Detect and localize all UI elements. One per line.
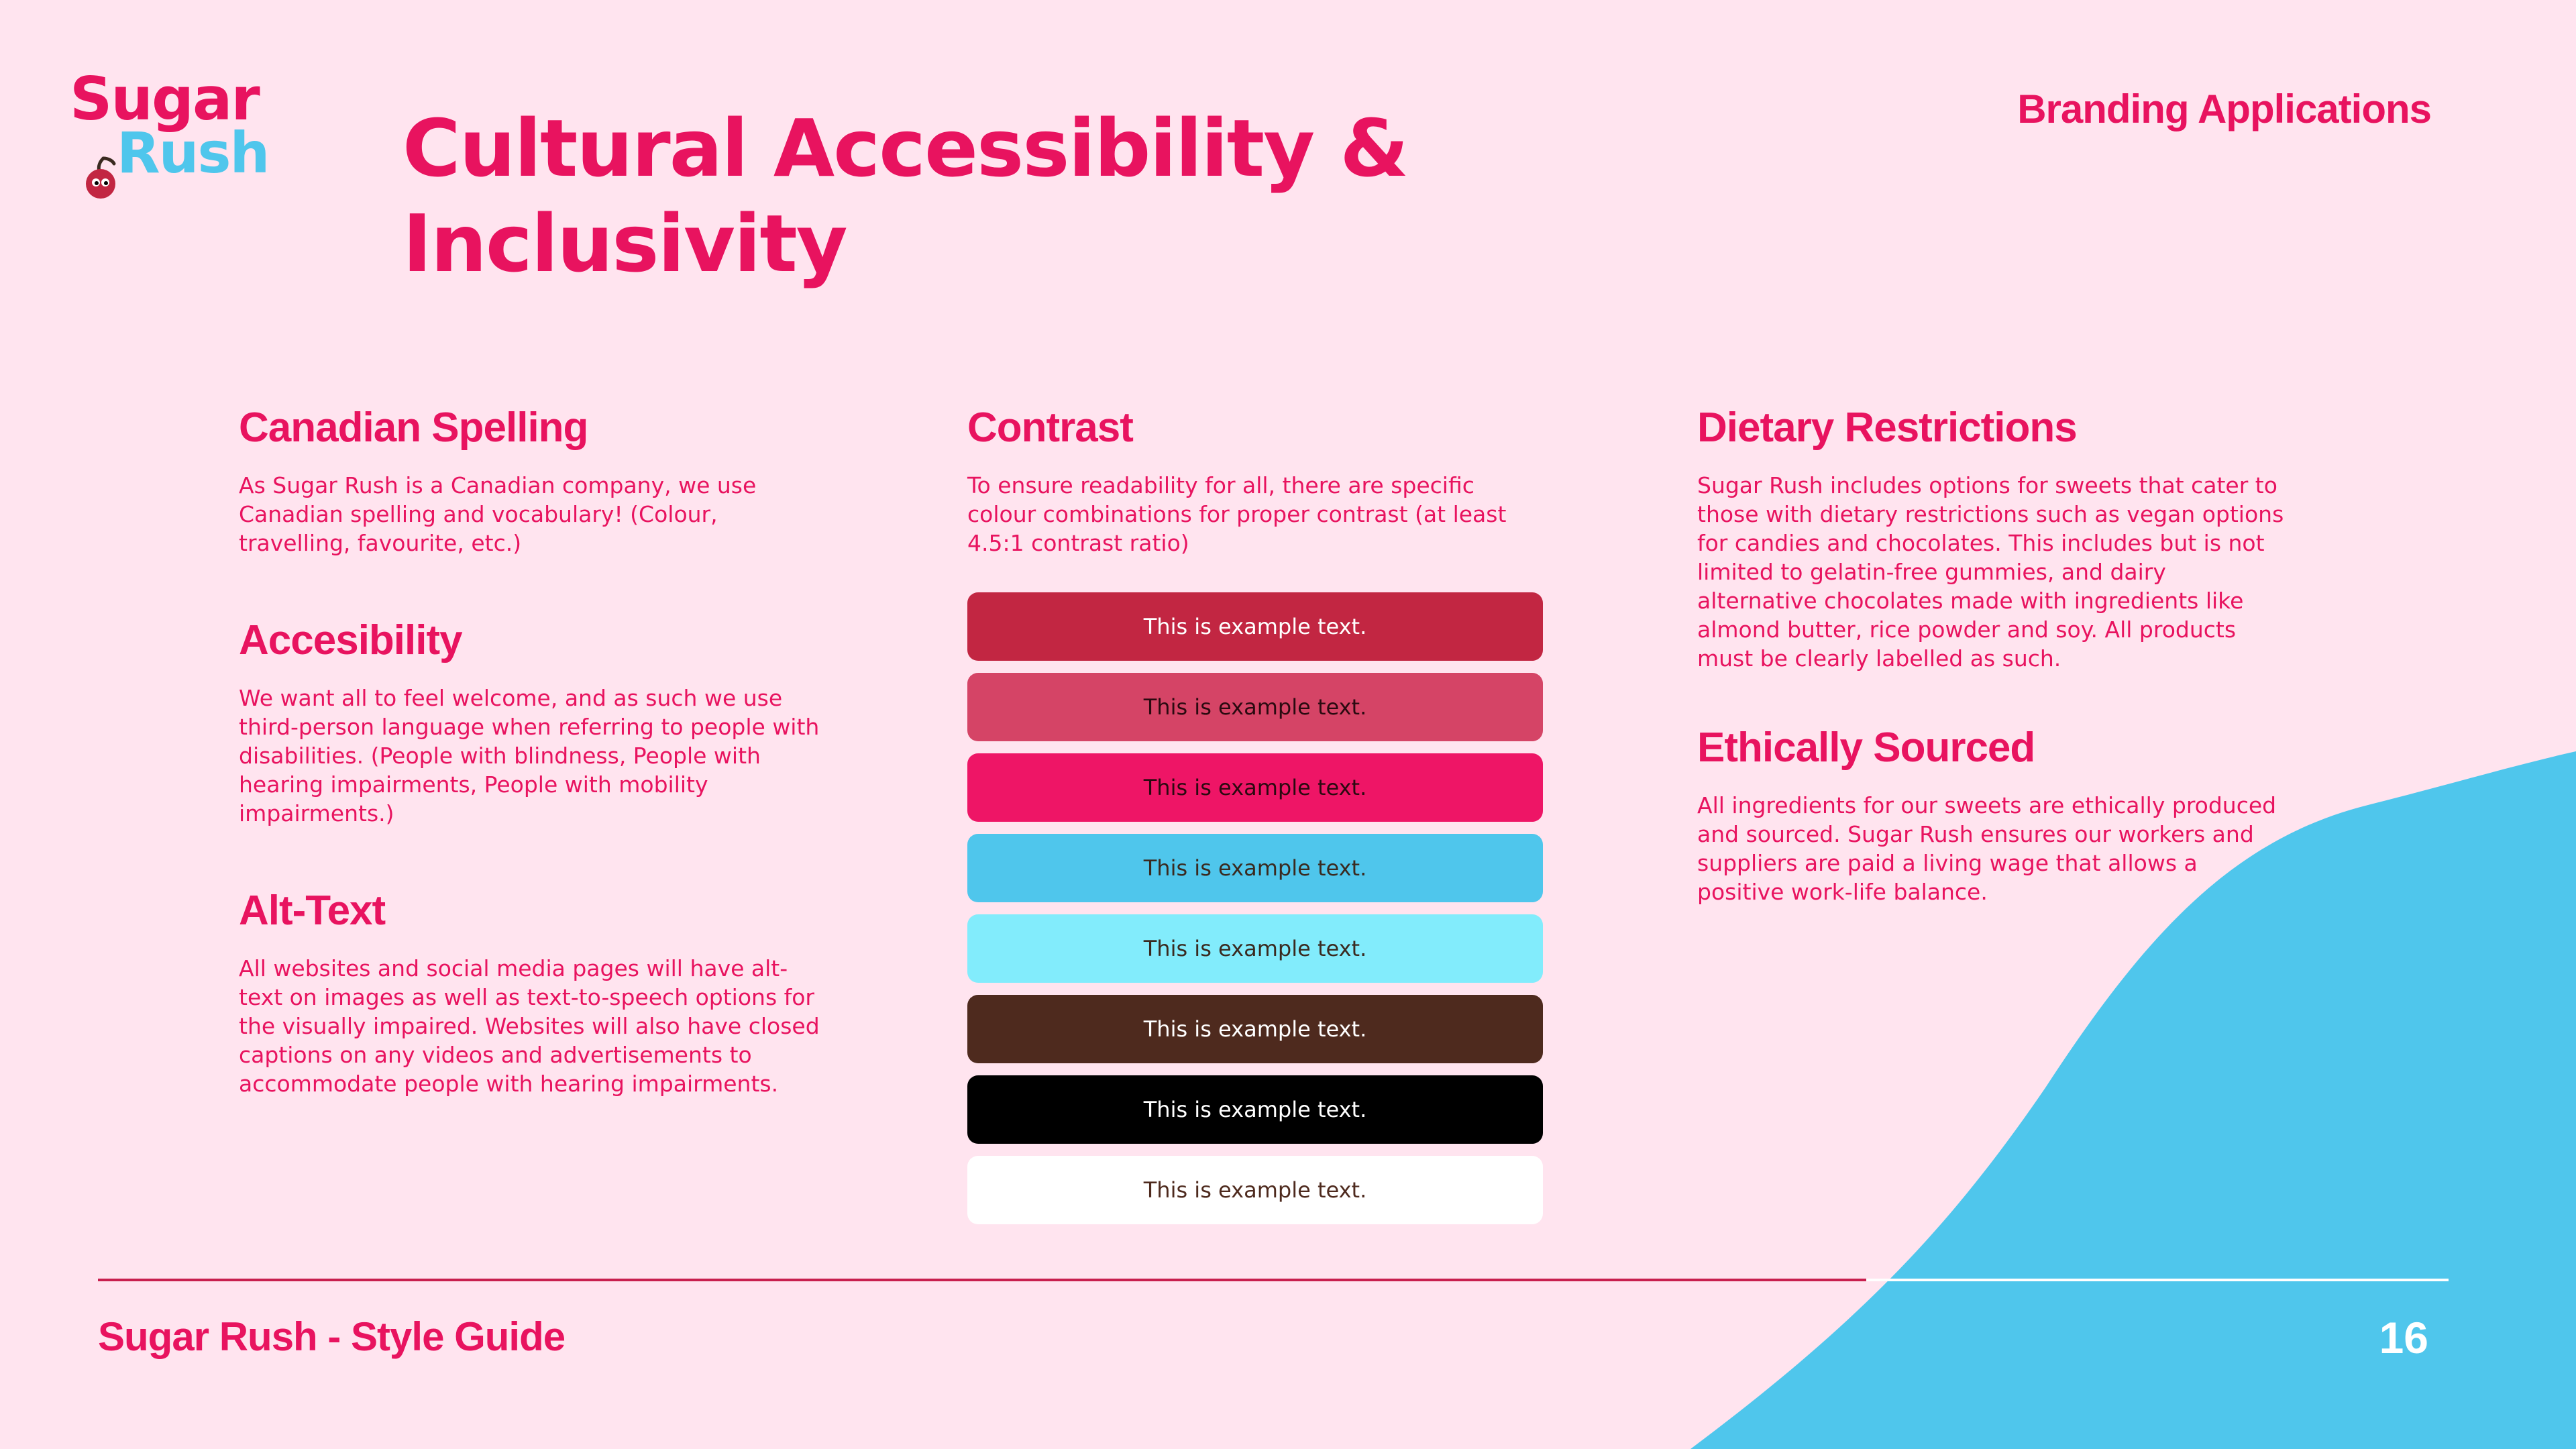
cherry-icon: [79, 154, 126, 201]
page-title: Cultural Accessibility & Inclusivity: [402, 102, 1408, 290]
contrast-swatch: This is example text.: [967, 834, 1543, 902]
section-heading: Canadian Spelling: [239, 405, 588, 451]
section-body: We want all to feel welcome, and as such we use third-person language when referring to people with disabilities. (People with blindness, People with hearing impairments, People with mobility impairments.): [239, 685, 820, 826]
section-label: Branding Applications: [2017, 87, 2431, 131]
contrast-swatch: This is example text.: [967, 914, 1543, 983]
left-column: [239, 400, 829, 1098]
section-body: To ensure readability for all, there are specific colour combinations for proper contrast (at least 4.5:1 contrast ratio): [967, 472, 1507, 556]
section-body: Sugar Rush includes options for sweets that cater to those with dietary restrictions such as vegan options for candies and chocolates. This includes but is not limited to gelatin-free gummies, and dairy alternative chocolates made with ingredients like almond butter, rice powder and soy. All products must be clearly labelled as such.: [1697, 472, 2284, 672]
right-column: [1697, 400, 2288, 906]
footer-divider: [98, 1279, 2449, 1281]
section-body: All websites and social media pages will have alt-text on images as well as text-to-speech options for the visually impaired. Websites will also have closed captions on any videos and advertisements to accommodate people with hearing impairments.: [239, 955, 820, 1097]
section-heading: Alt-Text: [239, 888, 386, 934]
section-heading: Dietary Restrictions: [1697, 405, 2077, 451]
section-heading: Contrast: [967, 405, 1133, 451]
dietary-restrictions-section: [1697, 400, 2288, 673]
contrast-swatch: This is example text.: [967, 753, 1543, 822]
section-heading: Accesibility: [239, 617, 462, 663]
canadian-spelling-section: [239, 400, 829, 557]
accessibility-section: [239, 612, 829, 828]
section-heading: Ethically Sourced: [1697, 724, 2035, 771]
footer-title: Sugar Rush - Style Guide: [98, 1314, 566, 1359]
contrast-section: [967, 400, 1544, 557]
middle-column: [967, 400, 1544, 557]
contrast-swatch: This is example text.: [967, 1156, 1543, 1224]
sugar-rush-logo: [70, 64, 269, 197]
logo-wordmark-rush: Rush: [117, 120, 269, 186]
contrast-swatch: This is example text.: [967, 673, 1543, 741]
contrast-swatch: This is example text.: [967, 592, 1543, 661]
section-body: All ingredients for our sweets are ethically produced and sourced. Sugar Rush ensures our workers and suppliers are paid a living wage that allows a positive work-life balance.: [1697, 792, 2277, 905]
contrast-swatch: This is example text.: [967, 1075, 1543, 1144]
logo-wordmark-sugar: Sugar: [70, 64, 259, 133]
contrast-swatch: This is example text.: [967, 995, 1543, 1063]
contrast-swatch-list: [967, 592, 1543, 1236]
page-number: 16: [2379, 1313, 2428, 1362]
alt-text-section: [239, 883, 829, 1098]
ethically-sourced-section: [1697, 720, 2288, 906]
section-body: As Sugar Rush is a Canadian company, we use Canadian spelling and vocabulary! (Colour, travelling, favourite, etc.): [239, 472, 757, 556]
